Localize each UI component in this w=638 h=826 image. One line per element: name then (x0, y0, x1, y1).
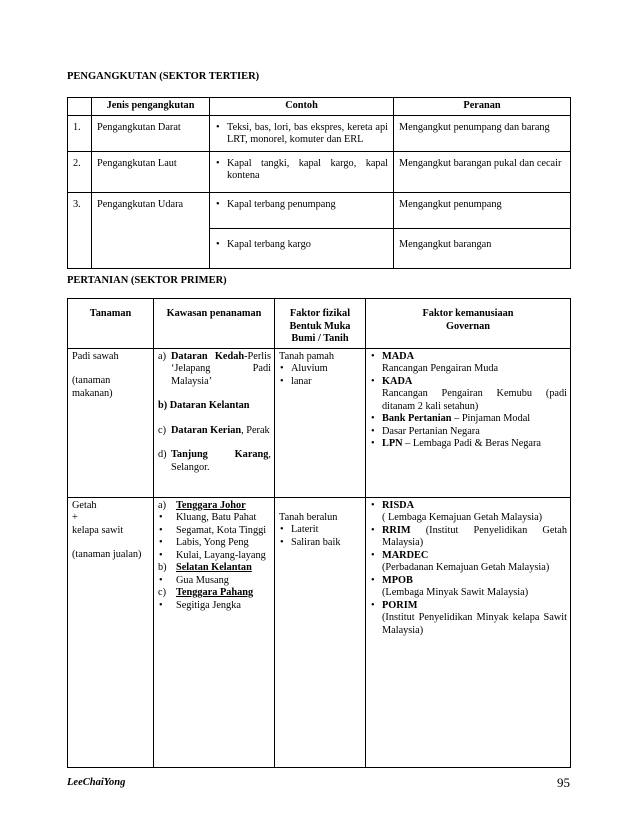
kawasan-item: d) Tanjung Karang, Selangor. (158, 449, 271, 473)
list-item: • Kulai, Layang-layang (158, 550, 271, 563)
list-item: • KADA Rancangan Pengairan Kemubu (padi ditanam 2 kali setahun) (370, 376, 567, 414)
table-header-row (68, 98, 571, 116)
contoh-cell (210, 151, 394, 192)
peranan-cell: Mengangkut barangan pukal dan cecair (394, 151, 571, 192)
header-kemanusiaan (366, 299, 571, 349)
peranan-cell: Mengangkut penumpang (394, 192, 571, 228)
header-peranan: Peranan (394, 98, 571, 116)
table-row (68, 192, 571, 228)
kawasan-item: b) Selatan Kelantan (158, 562, 252, 573)
kawasan-item: c) Tenggara Pahang (158, 587, 254, 598)
kawasan-item: a) Tenggara Johor (158, 499, 246, 511)
list-item: • Dasar Pertanian Negara (370, 426, 567, 439)
peranan-cell: Mengangkut penumpang dan barang (394, 115, 571, 151)
table-row-padi (68, 348, 571, 497)
table-row-getah (68, 497, 571, 767)
header-kemanusiaan-sub: Governan (445, 320, 491, 332)
fizikal-cell (275, 497, 366, 767)
list-item: • Laterit (279, 524, 362, 537)
list-item: • Labis, Yong Peng (158, 537, 271, 550)
list-item: • MARDEC (Perbadanan Kemajuan Getah Malaysia) (370, 550, 567, 575)
list-item: • Aluvium (279, 363, 362, 376)
header-fizikal-title: Faktor fizikal (289, 308, 351, 319)
list-item: • lanar (279, 376, 362, 389)
table-header-row (68, 299, 571, 349)
list-item: • RISDA ( Lembaga Kemajuan Getah Malaysia) (370, 500, 567, 525)
peranan-cell: Mengangkut barangan (394, 228, 571, 268)
header-contoh: Contoh (210, 98, 394, 116)
list-item: • Bank Pertanian – Pinjaman Modal (370, 413, 567, 426)
header-fizikal-sub: Bentuk Muka Bumi / Tanih (289, 320, 351, 344)
contoh-cell (210, 115, 394, 151)
header-kemanusiaan-title: Faktor kemanusiaan (422, 308, 514, 319)
jenis-cell: Pengangkutan Udara (92, 192, 210, 268)
jenis-cell: Pengangkutan Laut (92, 151, 210, 192)
header-jenis: Jenis pengangkutan (92, 98, 210, 116)
tanaman-type: (tanaman jualan) (72, 549, 142, 560)
kawasan-cell (154, 497, 275, 767)
row-number: 1. (68, 115, 92, 151)
header-tanaman: Tanaman (68, 299, 154, 349)
table-row (68, 151, 571, 192)
header-fizikal (275, 299, 366, 349)
list-item: • Kapal terbang kargo (215, 239, 388, 252)
page-number: 95 (557, 775, 570, 790)
kemanusiaan-cell (366, 348, 571, 497)
list-item: • Kapal tangki, kapal kargo, kapal kontena (215, 158, 388, 183)
kawasan-item: c) Dataran Kerian, Perak (158, 424, 270, 436)
footer-author: LeeChaiYong (67, 777, 126, 788)
tanaman-cell: Getah + kelapa sawit (tanaman jualan) (68, 497, 154, 767)
transport-table (67, 97, 571, 269)
agriculture-table (67, 298, 571, 768)
list-item: • Segamat, Kota Tinggi (158, 525, 271, 538)
list-item: • MADA Rancangan Pengairan Muda (370, 351, 567, 376)
kawasan-item: a) Dataran Kedah-Perlis ‘Jelapang Padi Malaysia’ (158, 350, 271, 387)
fizikal-title: Tanah beralun (279, 511, 338, 523)
tanaman-name: Getah (72, 499, 97, 511)
list-item: • Kapal terbang penumpang (215, 199, 388, 212)
tanaman-name: Padi sawah (72, 350, 119, 362)
jenis-cell: Pengangkutan Darat (92, 115, 210, 151)
list-item: • RRIM (Institut Penyelidikan Getah Malaysia) (370, 525, 567, 550)
list-item: • Saliran baik (279, 537, 362, 550)
header-kawasan: Kawasan penanaman (154, 299, 275, 349)
list-item: • Kluang, Batu Pahat (158, 512, 271, 525)
fizikal-title: Tanah pamah (279, 350, 335, 362)
list-item: • LPN – Lembaga Padi & Beras Negara (370, 438, 567, 451)
tanaman-cell (68, 348, 154, 497)
row-number: 3. (68, 192, 92, 268)
tanaman-type: (tanaman makanan) (72, 375, 113, 399)
kawasan-cell (154, 348, 275, 497)
agriculture-heading: PERTANIAN (SEKTOR PRIMER) (67, 275, 227, 286)
row-number: 2. (68, 151, 92, 192)
contoh-cell (210, 228, 394, 268)
list-item: • Gua Musang (158, 575, 271, 588)
table-row (68, 115, 571, 151)
tanaman-name: kelapa sawit (72, 524, 124, 536)
list-item: • Teksi, bas, lori, bas ekspres, kereta api LRT, monorel, komuter dan ERL (215, 122, 388, 147)
transport-heading: PENGANGKUTAN (SEKTOR TERTIER) (67, 71, 260, 82)
contoh-cell (210, 192, 394, 228)
list-item: • PORIM (Institut Penyelidikan Minyak kelapa Sawit Malaysia) (370, 600, 567, 638)
fizikal-cell (275, 348, 366, 497)
kemanusiaan-cell (366, 497, 571, 767)
list-item: • Segitiga Jengka (158, 600, 271, 613)
list-item: • MPOB (Lembaga Minyak Sawit Malaysia) (370, 575, 567, 600)
kawasan-item: b) Dataran Kelantan (158, 400, 250, 411)
